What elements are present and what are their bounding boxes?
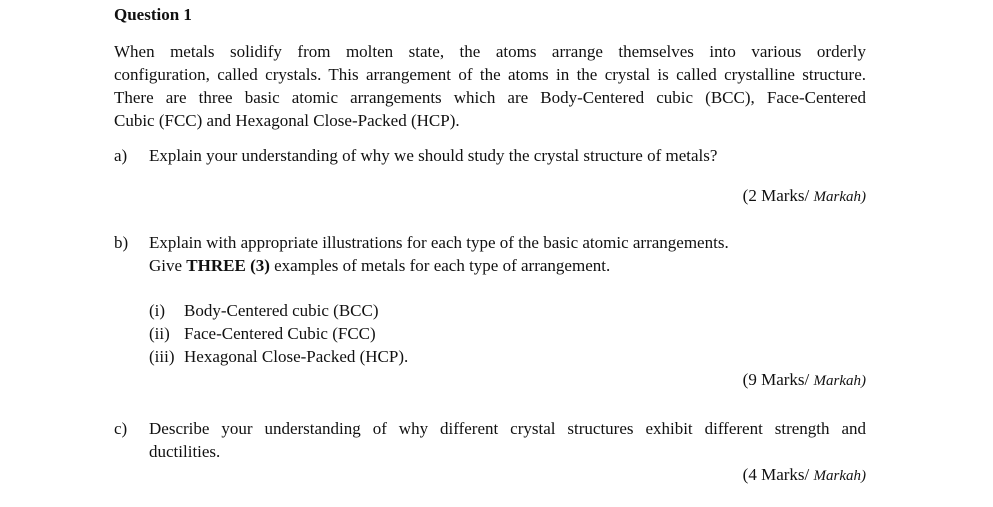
part-a-letter: a)	[114, 146, 128, 165]
subitem-number: (i)	[149, 301, 166, 320]
part-c-marks	[743, 465, 866, 486]
list-item	[149, 322, 408, 345]
part-b-line2-pre: Give	[149, 256, 187, 275]
intro-line: configuration, called crystals. This arrangement of the atoms in the crystal is called crystalline structure.	[114, 65, 866, 84]
markah-label: Markah)	[813, 373, 866, 389]
part-c	[114, 417, 866, 463]
subitem-number: (iii)	[149, 347, 175, 366]
subitem-number: (ii)	[149, 324, 170, 343]
markah-label: Markah)	[813, 189, 866, 205]
intro-line: There are three basic atomic arrangements which are Body-Centered cubic (BCC), Face-Centered	[114, 88, 866, 107]
part-b-line1: Explain with appropriate illustrations for each type of the basic atomic arrangements.	[149, 233, 729, 252]
part-a	[114, 144, 866, 167]
part-b-subitems	[149, 299, 408, 368]
part-b-line2-bold: THREE (3)	[186, 256, 270, 275]
intro-line: When metals solidify from molten state, the atoms arrange themselves into various orderly	[114, 42, 866, 61]
list-item	[149, 299, 408, 322]
part-a-marks	[743, 186, 866, 207]
marks-label: (2 Marks/	[742, 186, 810, 205]
part-b	[114, 231, 866, 277]
part-a-text: Explain your understanding of why we should study the crystal structure of metals?	[149, 146, 718, 165]
intro-line: Cubic (FCC) and Hexagonal Close-Packed (HCP).	[114, 111, 460, 130]
part-c-letter: c)	[114, 419, 128, 438]
question-title: Question 1	[114, 5, 192, 24]
subitem-text: Hexagonal Close-Packed (HCP).	[184, 347, 409, 366]
part-c-line1: Describe your understanding of why different crystal structures exhibit different strength and	[149, 419, 866, 438]
part-b-marks	[743, 370, 866, 391]
marks-label: (4 Marks/	[742, 465, 810, 484]
list-item	[149, 345, 408, 368]
subitem-text: Body-Centered cubic (BCC)	[184, 301, 379, 320]
markah-label: Markah)	[813, 468, 866, 484]
part-b-letter: b)	[114, 233, 129, 252]
subitem-text: Face-Centered Cubic (FCC)	[184, 324, 376, 343]
marks-label: (9 Marks/	[742, 370, 810, 389]
part-c-line2: ductilities.	[149, 442, 221, 461]
question-intro-paragraph	[114, 40, 866, 132]
part-b-line2-post: examples of metals for each type of arrangement.	[269, 256, 611, 275]
part-b-line2	[149, 254, 866, 277]
